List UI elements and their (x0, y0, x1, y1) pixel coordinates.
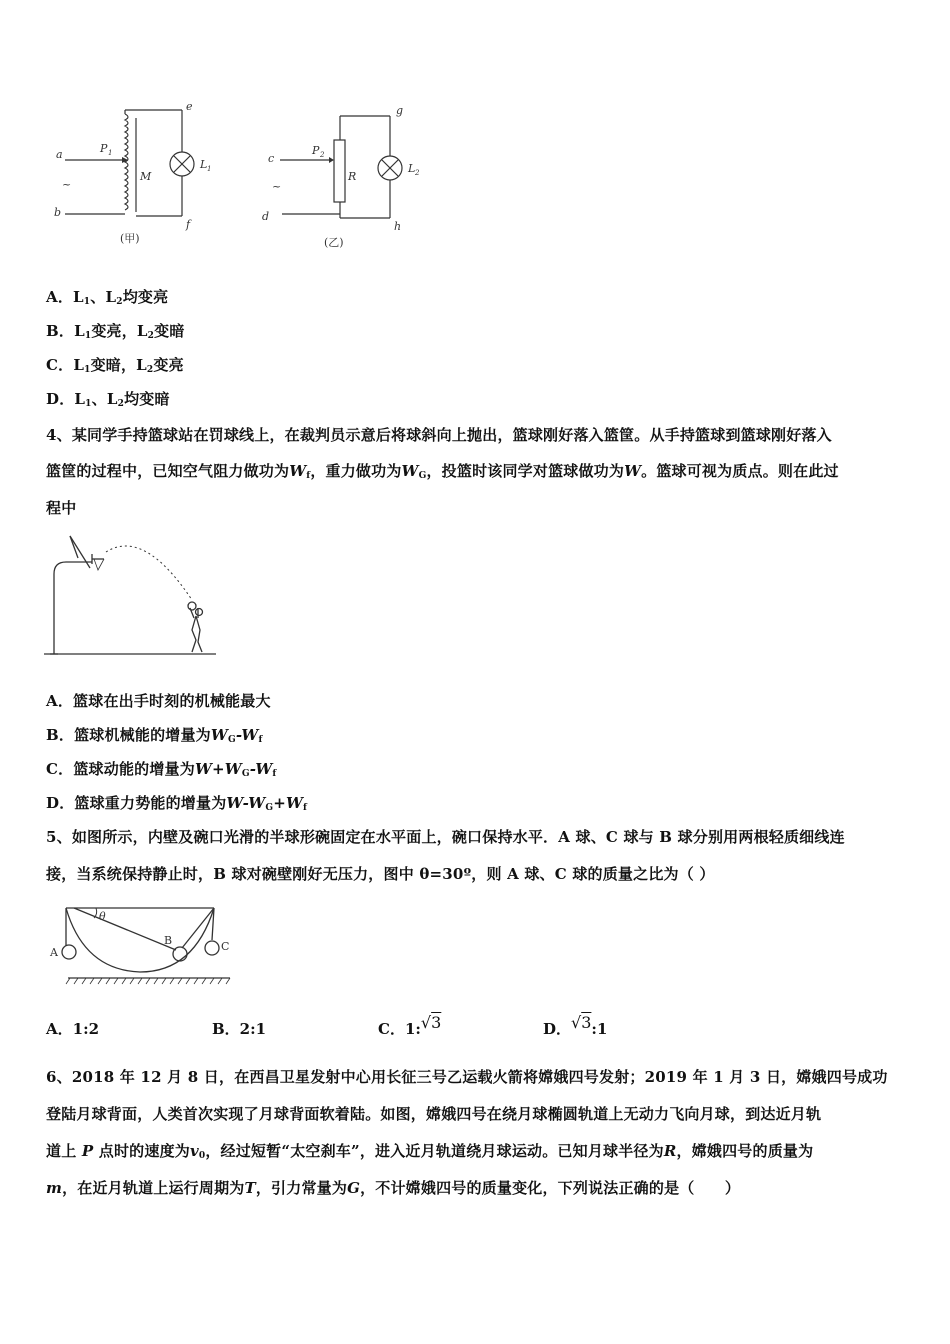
subscript: G (241, 769, 250, 779)
label-h: h (394, 220, 402, 233)
subscript: 0 (198, 1151, 206, 1161)
subscript: 2 (146, 365, 154, 375)
q3-option-d[interactable] (46, 388, 170, 409)
q6-stem-line2: 登陆月球背面，人类首次实现了月球背面软着陆。如图，嫦娥四号在绕月球椭圆轨道上无动力飞向月球，到达近月轨 (46, 1105, 822, 1123)
option-text: :1 (591, 1020, 608, 1038)
lamp-symbol: L (74, 322, 85, 340)
circuit-figure (40, 100, 440, 250)
option-letter: B． (46, 322, 75, 340)
lamp-symbol: L (74, 390, 86, 408)
label-ball-a: A (50, 946, 58, 959)
text: 道上 (46, 1142, 77, 1160)
lamp-symbol: L (73, 288, 84, 306)
label-c: c (268, 152, 275, 165)
separator: 变亮， (91, 322, 137, 340)
formula: W (210, 726, 228, 744)
option-text: B．篮球机械能的增量为 (46, 726, 211, 744)
subscript: 2 (117, 399, 125, 409)
label-p2: P (312, 144, 320, 157)
q5-option-d[interactable] (543, 1013, 608, 1039)
q4-stem-line2 (46, 460, 839, 481)
lamp-symbol: L (136, 322, 148, 340)
subscript: f (258, 735, 263, 745)
label-p2-sub: 2 (320, 151, 325, 159)
label-m: M (140, 170, 152, 183)
text: ，在近月轨道上运行周期为 (62, 1179, 245, 1197)
var-p: P (81, 1142, 94, 1160)
sqrt: √3 (571, 1013, 592, 1032)
q4-option-d[interactable] (46, 792, 307, 813)
var-w: W (289, 462, 307, 480)
label-ball-b: B (164, 934, 173, 947)
q5-stem-line2: 接，当系统保持静止时，B 球对碗壁刚好无压力，图中 θ=30º，则 A 球、C 球的质量之比为（ ） (46, 865, 715, 883)
text: 。篮球可视为质点。则在此过 (641, 462, 839, 480)
q6-stem-line3 (46, 1140, 813, 1161)
label-ball-c: C (221, 940, 230, 953)
option-text: D．篮球重力势能的增量为 (46, 794, 227, 812)
basketball-figure (44, 530, 224, 660)
option-letter: D． (46, 390, 75, 408)
sqrt: √3 (420, 1013, 442, 1032)
label-f: f (186, 218, 191, 231)
subscript: G (265, 803, 274, 813)
q5-stem-line1: 5、如图所示，内壁及碗口光滑的半球形碗固定在水平面上，碗口保持水平．A 球、C 球与 B 球分别用两根轻质细线连 (46, 828, 845, 846)
subscript: 2 (116, 297, 123, 307)
option-text: 变亮 (153, 356, 184, 374)
label-r: R (348, 170, 357, 183)
label-d: d (262, 210, 270, 223)
formula: W+W (194, 760, 242, 778)
option-text: 均变亮 (122, 288, 169, 306)
subscript: 1 (83, 297, 91, 307)
lamp-symbol: L (106, 390, 118, 408)
text: ，重力做功为 (310, 462, 402, 480)
q3-option-b[interactable] (46, 320, 185, 341)
subscript: 1 (84, 331, 92, 341)
var-v: v (189, 1142, 199, 1160)
formula: -W (249, 760, 273, 778)
q5-option-b[interactable]: B．2:1 (212, 1020, 267, 1038)
text: ，引力常量为 (255, 1179, 348, 1197)
option-text: D． (543, 1020, 572, 1038)
bowl-figure (44, 900, 244, 985)
formula: +W (273, 794, 304, 812)
subscript: f (272, 769, 277, 779)
radicand: 3 (431, 1013, 442, 1032)
label-a: a (56, 148, 63, 161)
label-p1: P (100, 142, 108, 155)
q4-option-c[interactable] (46, 758, 276, 779)
q4-option-a[interactable]: A．篮球在出手时刻的机械能最大 (46, 692, 271, 710)
var-m: m (46, 1179, 63, 1197)
subscript: 1 (85, 399, 92, 409)
q3-option-c[interactable] (46, 354, 184, 375)
subscript: f (303, 803, 308, 813)
text: 篮筐的过程中，已知空气阻力做功为 (46, 462, 290, 480)
var-r: R (663, 1142, 677, 1160)
text: ，经过短暂“太空刹车”，进入近月轨道绕月球运动。已知月球半径为 (205, 1142, 664, 1160)
separator: 、 (91, 390, 107, 408)
q3-option-a[interactable] (46, 286, 168, 307)
q4-stem-line3: 程中 (46, 499, 77, 517)
formula: -W (235, 726, 259, 744)
var-w: W (624, 462, 642, 480)
text: 点时的速度为 (98, 1142, 190, 1160)
subscript: 2 (147, 331, 155, 341)
option-text: C．篮球动能的增量为 (46, 760, 195, 778)
label-l1-sub: 1 (207, 165, 212, 173)
label-p1-sub: 1 (108, 149, 113, 157)
formula: W-W (226, 794, 266, 812)
var-t: T (244, 1179, 256, 1197)
text: ，投篮时该同学对篮球做功为 (426, 462, 625, 480)
caption-yi: (乙) (324, 236, 344, 249)
q4-stem-line1: 4、某同学手持篮球站在罚球线上，在裁判员示意后将球斜向上抛出，篮球刚好落入篮筐。从手持篮球到篮球刚好落入 (46, 426, 832, 444)
label-theta: θ (99, 910, 106, 923)
q6-stem-line1: 6、2018 年 12 月 8 日，在西昌卫星发射中心用长征三号乙运载火箭将嫦娥四号发射；2019 年 1 月 3 日，嫦娥四号成功 (46, 1068, 888, 1086)
q5-option-c[interactable] (378, 1013, 442, 1039)
text: ，不计嫦娥四号的质量变化，下列说法正确的是（ ） (360, 1179, 741, 1197)
label-tilde-right: ~ (272, 180, 282, 193)
label-l2: L (408, 162, 416, 175)
subscript: G (227, 735, 236, 745)
separator: 、 (90, 288, 106, 306)
lamp-symbol: L (105, 288, 117, 306)
option-text: 变暗 (154, 322, 185, 340)
option-letter: A． (46, 288, 74, 306)
subscript: f (306, 471, 311, 481)
caption-jia: (甲) (120, 232, 140, 245)
label-b: b (54, 206, 62, 219)
label-l1: L (200, 158, 208, 171)
text: ，嫦娥四号的质量为 (676, 1142, 814, 1160)
var-g: G (347, 1179, 361, 1197)
q6-stem-line4 (46, 1177, 740, 1198)
label-e: e (186, 100, 193, 113)
q5-option-a[interactable]: A．1:2 (46, 1020, 100, 1038)
subscript: G (418, 471, 427, 481)
separator: 变暗， (90, 356, 137, 374)
q4-option-b[interactable] (46, 724, 263, 745)
option-letter: C． (46, 356, 74, 374)
label-g: g (396, 104, 404, 117)
label-l2-sub: 2 (415, 169, 420, 177)
lamp-symbol: L (136, 356, 147, 374)
radicand: 3 (581, 1013, 592, 1032)
var-w: W (401, 462, 419, 480)
label-tilde-left: ~ (62, 178, 72, 191)
option-text: C．1: (378, 1020, 421, 1038)
lamp-symbol: L (73, 356, 85, 374)
option-text: 均变暗 (124, 390, 170, 408)
subscript: 1 (84, 365, 91, 375)
